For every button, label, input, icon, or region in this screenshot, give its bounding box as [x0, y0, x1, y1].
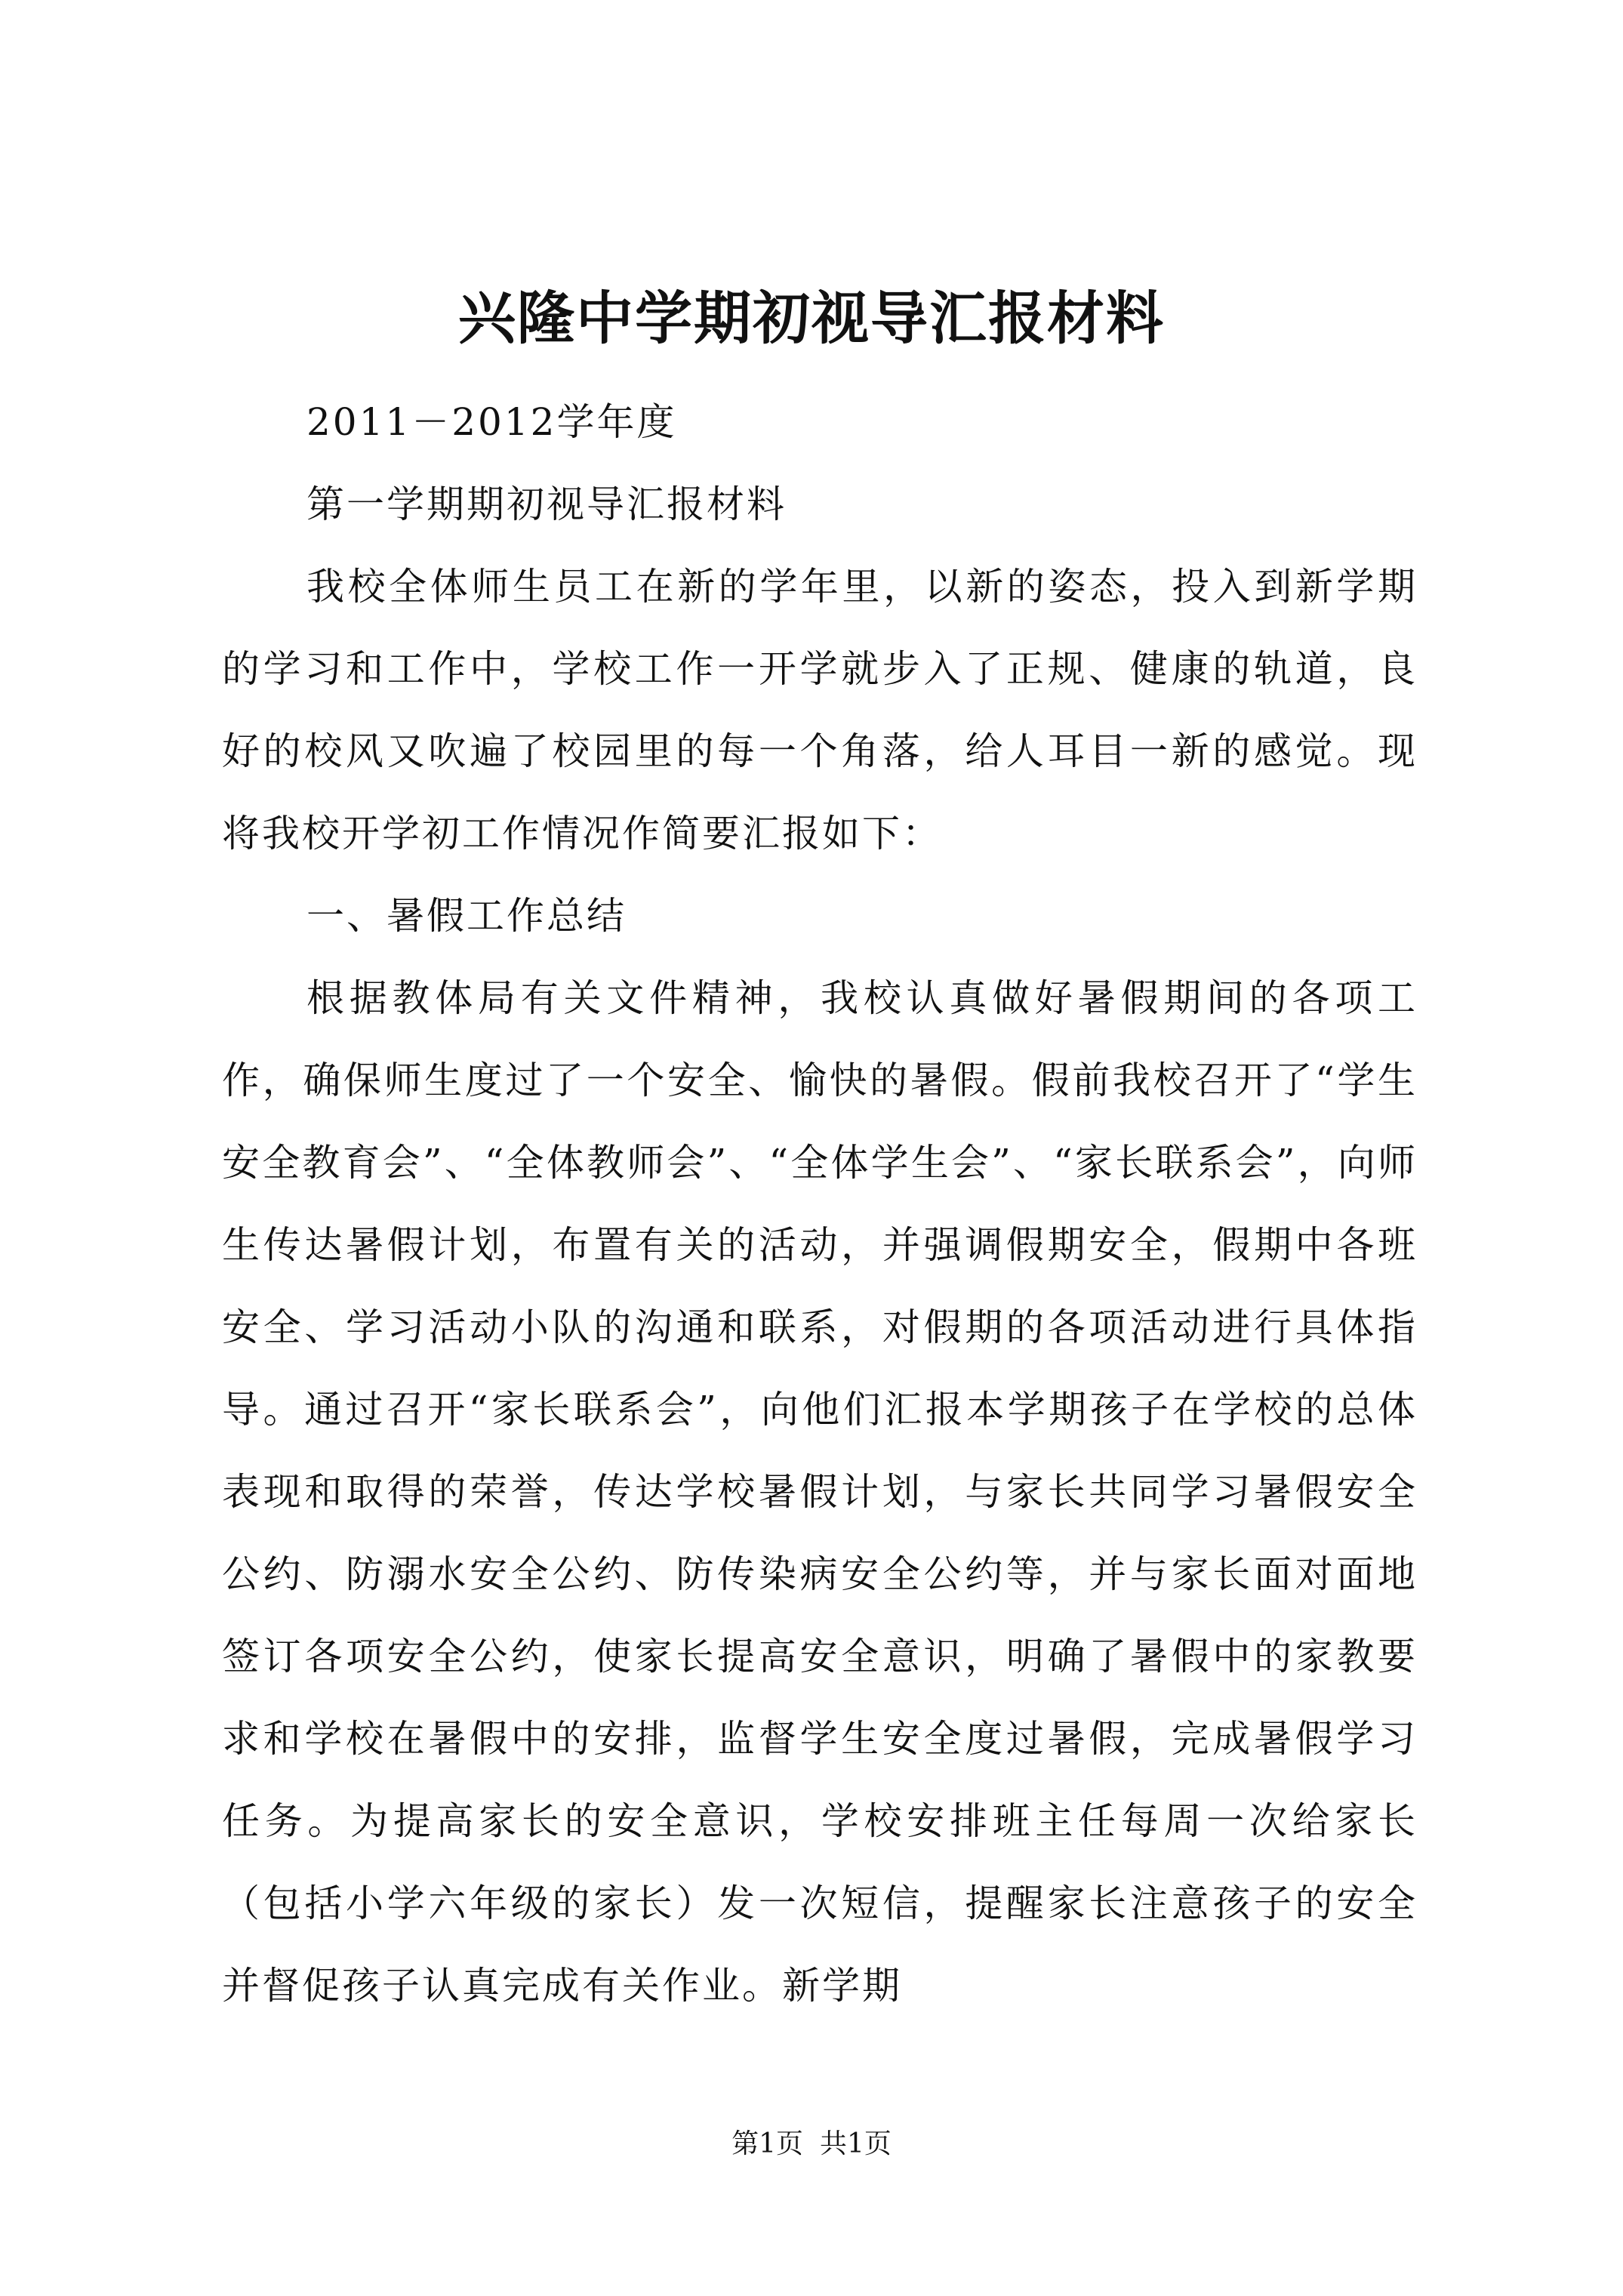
- page-footer: [0, 2125, 1623, 2163]
- document-body: [222, 381, 1418, 2027]
- section-heading: 一、暑假工作总结: [306, 894, 627, 938]
- document-title: 兴隆中学期初视导汇报材料: [458, 285, 1165, 352]
- page-total: 共1页: [820, 2128, 892, 2159]
- school-year-line: 2011－2012学年度: [306, 400, 677, 444]
- subtitle-line: 第一学期期初视导汇报材料: [306, 482, 787, 526]
- summary-paragraph: 根据教体局有关文件精神，我校认真做好暑假期间的各项工作，确保师生度过了一个安全、愉快的暑假。假前我校召开了“学生安全教育会”、“全体教师会”、“全体学生会”、“家长联系会”，向师生传达暑假计划，布置有关的活动，并强调假期安全，假期中各班安全、学习活动小队的沟通和联系，对假期的各项活动进行具体指导。通过召开“家长联系会”，向他们汇报本学期孩子在学校的总体表现和取得的荣誉，传达学校暑假计划，与家长共同学习暑假安全公约、防溺水安全公约、防传染病安全公约等，并与家长面对面地签订各项安全公约，使家长提高安全意识，明确了暑假中的家教要求和学校在暑假中的安排，监督学生安全度过暑假，完成暑假学习任务。为提高家长的安全意识，学校安排班主任每周一次给家长（包括小学六年级的家长）发一次短信，提醒家长注意孩子的安全并督促孩子认真完成有关作业。新学期: [222, 976, 1418, 2008]
- page-number: 第1页: [731, 2128, 803, 2159]
- intro-paragraph: 我校全体师生员工在新的学年里，以新的姿态，投入到新学期的学习和工作中，学校工作一开学就步入了正规、健康的轨道，良好的校风又吹遍了校园里的每一个角落，给人耳目一新的感觉。现将我校开学初工作情况作简要汇报如下：: [222, 565, 1418, 855]
